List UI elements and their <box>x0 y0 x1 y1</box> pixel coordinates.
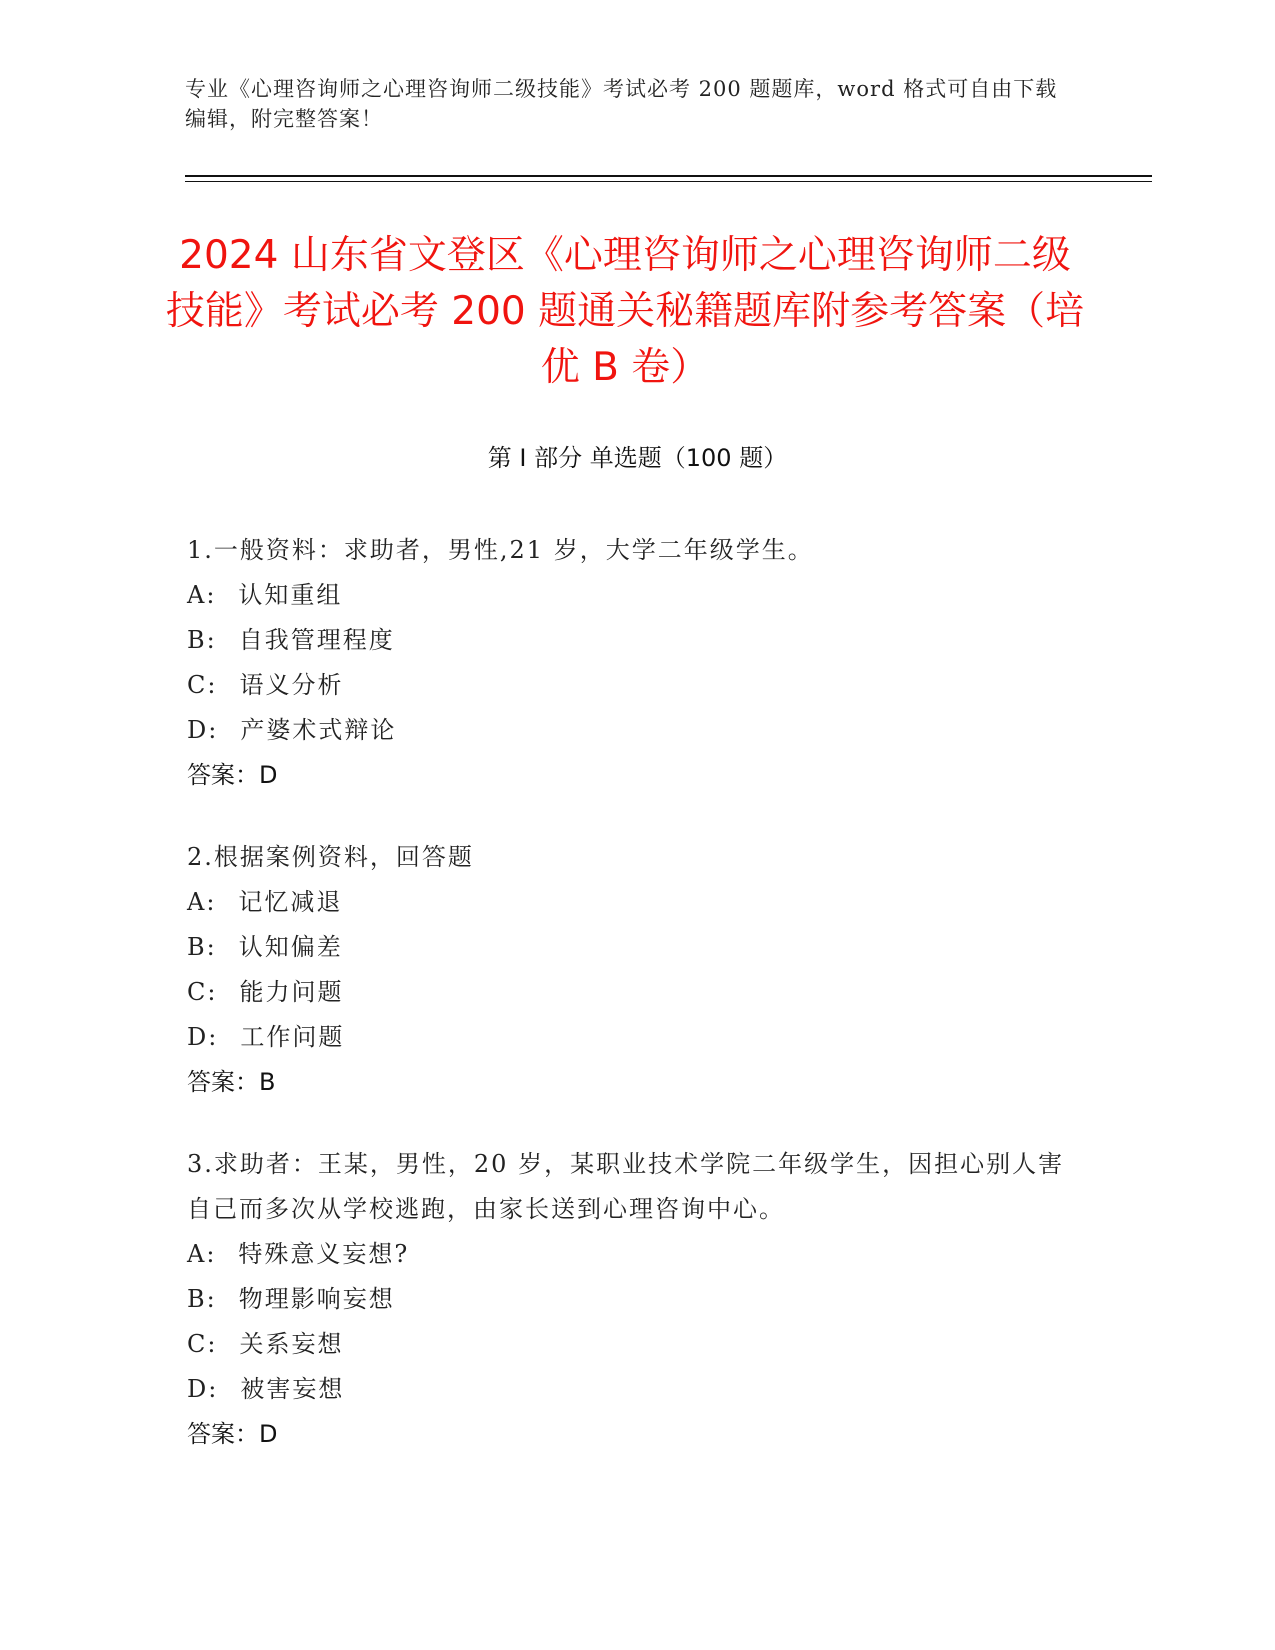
option-c <box>187 970 1067 1015</box>
question-stem: 3.求助者：王某，男性，20 岁，某职业技术学院二年级学生，因担心别人害自己而多次从学校逃跑，由家长送到心理咨询中心。 <box>187 1150 1065 1223</box>
option-a <box>187 1232 1067 1277</box>
option-label: D: <box>187 716 219 744</box>
option-text: 工作问题 <box>240 1023 345 1051</box>
header-divider-thick <box>185 175 1152 177</box>
option-label: D: <box>187 1375 219 1403</box>
option-text: 记忆减退 <box>238 888 343 916</box>
option-b <box>187 925 1067 970</box>
option-text: 产婆术式辩论 <box>240 716 397 744</box>
option-text: 认知偏差 <box>238 933 343 961</box>
option-label: B: <box>187 626 217 654</box>
option-label: C: <box>187 978 218 1006</box>
option-label: C: <box>187 671 218 699</box>
answer-line: 答案：B <box>187 1068 276 1096</box>
header-divider-thin <box>185 181 1152 182</box>
option-c <box>187 1322 1067 1367</box>
option-text: 能力问题 <box>239 978 344 1006</box>
option-label: D: <box>187 1023 219 1051</box>
question-1 <box>187 528 1067 798</box>
question-stem: 1.一般资料：求助者，男性,21 岁，大学二年级学生。 <box>187 536 814 564</box>
option-text: 被害妄想 <box>240 1375 345 1403</box>
section-heading: 第 I 部分 单选题（100 题） <box>487 444 788 472</box>
option-label: A: <box>187 581 217 609</box>
option-text: 物理影响妄想 <box>238 1285 395 1313</box>
option-d <box>187 1367 1067 1412</box>
option-label: A: <box>187 888 217 916</box>
question-2 <box>187 835 1067 1105</box>
question-stem: 2.根据案例资料，回答题 <box>187 843 474 871</box>
document-title: 2024 山东省文登区《心理咨询师之心理咨询师二级技能》考试必考 200 题通关秘籍题库附参考答案（培优 B 卷） <box>165 233 1085 390</box>
answer-line: 答案：D <box>187 1420 278 1448</box>
option-text: 关系妄想 <box>239 1330 344 1358</box>
option-label: B: <box>187 1285 217 1313</box>
question-3 <box>187 1142 1067 1457</box>
option-d <box>187 1015 1067 1060</box>
option-b <box>187 1277 1067 1322</box>
option-d <box>187 708 1067 753</box>
option-text: 自我管理程度 <box>238 626 395 654</box>
question-list <box>187 528 1067 1494</box>
header-note: 专业《心理咨询师之心理咨询师二级技能》考试必考 200 题题库，word 格式可自由下载编辑，附完整答案！ <box>185 77 1058 131</box>
option-b <box>187 618 1067 663</box>
option-label: A: <box>187 1240 217 1268</box>
option-a <box>187 880 1067 925</box>
option-a <box>187 573 1067 618</box>
option-label: B: <box>187 933 217 961</box>
option-text: 语义分析 <box>239 671 344 699</box>
option-c <box>187 663 1067 708</box>
answer-line: 答案：D <box>187 761 278 789</box>
option-text: 特殊意义妄想? <box>238 1240 410 1268</box>
option-label: C: <box>187 1330 218 1358</box>
option-text: 认知重组 <box>238 581 343 609</box>
